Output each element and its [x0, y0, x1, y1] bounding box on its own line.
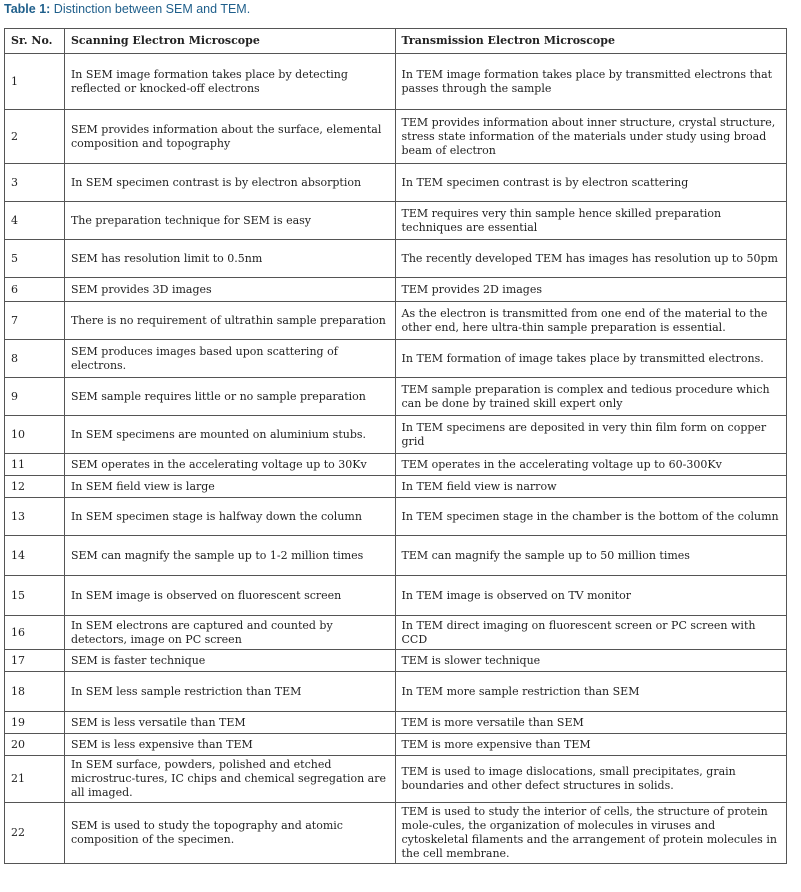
- cell-tem: TEM can magnify the sample up to 50 million times: [395, 536, 786, 576]
- table-row: [5, 416, 787, 454]
- table-row: [5, 756, 787, 803]
- cell-sem: The preparation technique for SEM is easy: [64, 202, 395, 240]
- cell-sr-no: 12: [5, 476, 65, 498]
- cell-sem: In SEM less sample restriction than TEM: [64, 672, 395, 712]
- cell-sr-no: 18: [5, 672, 65, 712]
- table-row: [5, 498, 787, 536]
- cell-tem: TEM is used to study the interior of cells, the structure of protein mole-cules, the organization of molecules in viruses and cytoskeletal filaments and the arrangement of protein molecules in the cell membrane.: [395, 803, 786, 864]
- cell-tem: In TEM field view is narrow: [395, 476, 786, 498]
- cell-sem: SEM produces images based upon scattering of electrons.: [64, 340, 395, 378]
- cell-sem: SEM provides 3D images: [64, 278, 395, 302]
- cell-sr-no: 6: [5, 278, 65, 302]
- cell-tem: TEM provides information about inner structure, crystal structure, stress state information of the materials under study using broad beam of electron: [395, 110, 786, 164]
- cell-sem: SEM is faster technique: [64, 650, 395, 672]
- cell-sem: In SEM electrons are captured and counted by detectors, image on PC screen: [64, 616, 395, 650]
- table-row: [5, 476, 787, 498]
- table-row: [5, 202, 787, 240]
- table-row: [5, 302, 787, 340]
- cell-tem: TEM is more versatile than SEM: [395, 712, 786, 734]
- table-row: [5, 110, 787, 164]
- cell-sr-no: 13: [5, 498, 65, 536]
- cell-tem: In TEM formation of image takes place by transmitted electrons.: [395, 340, 786, 378]
- cell-sem: SEM can magnify the sample up to 1-2 million times: [64, 536, 395, 576]
- cell-sr-no: 15: [5, 576, 65, 616]
- table-row: [5, 576, 787, 616]
- table-row: [5, 734, 787, 756]
- table-row: [5, 616, 787, 650]
- cell-sr-no: 14: [5, 536, 65, 576]
- table-row: [5, 164, 787, 202]
- table-row: [5, 240, 787, 278]
- header-sr-no: Sr. No.: [5, 29, 65, 54]
- table-row: [5, 378, 787, 416]
- cell-tem: In TEM more sample restriction than SEM: [395, 672, 786, 712]
- cell-sr-no: 9: [5, 378, 65, 416]
- cell-sr-no: 21: [5, 756, 65, 803]
- cell-sr-no: 22: [5, 803, 65, 864]
- cell-tem: In TEM specimen stage in the chamber is the bottom of the column: [395, 498, 786, 536]
- cell-sr-no: 8: [5, 340, 65, 378]
- comparison-table: [4, 28, 787, 864]
- cell-tem: TEM is more expensive than TEM: [395, 734, 786, 756]
- cell-sem: SEM is used to study the topography and atomic composition of the specimen.: [64, 803, 395, 864]
- cell-sr-no: 2: [5, 110, 65, 164]
- table-row: [5, 803, 787, 864]
- table-row: [5, 712, 787, 734]
- cell-tem: In TEM specimen contrast is by electron scattering: [395, 164, 786, 202]
- table-caption: [4, 2, 250, 16]
- cell-sr-no: 20: [5, 734, 65, 756]
- cell-sr-no: 4: [5, 202, 65, 240]
- cell-sem: In SEM specimen stage is halfway down the column: [64, 498, 395, 536]
- cell-sem: SEM sample requires little or no sample preparation: [64, 378, 395, 416]
- table-row: [5, 536, 787, 576]
- cell-sem: SEM provides information about the surface, elemental composition and topography: [64, 110, 395, 164]
- cell-tem: TEM provides 2D images: [395, 278, 786, 302]
- cell-tem: In TEM image is observed on TV monitor: [395, 576, 786, 616]
- cell-sem: SEM is less expensive than TEM: [64, 734, 395, 756]
- cell-tem: As the electron is transmitted from one end of the material to the other end, here ultra-thin sample preparation is essential.: [395, 302, 786, 340]
- cell-sr-no: 17: [5, 650, 65, 672]
- cell-tem: In TEM direct imaging on fluorescent screen or PC screen with CCD: [395, 616, 786, 650]
- table-row: [5, 650, 787, 672]
- cell-tem: In TEM image formation takes place by transmitted electrons that passes through the sample: [395, 54, 786, 110]
- cell-sem: In SEM image is observed on fluorescent screen: [64, 576, 395, 616]
- cell-tem: The recently developed TEM has images has resolution up to 50pm: [395, 240, 786, 278]
- table-row: [5, 278, 787, 302]
- cell-sr-no: 16: [5, 616, 65, 650]
- table-row: [5, 672, 787, 712]
- cell-sr-no: 1: [5, 54, 65, 110]
- cell-tem: TEM is used to image dislocations, small precipitates, grain boundaries and other defect structures in solids.: [395, 756, 786, 803]
- header-tem: Transmission Electron Microscope: [395, 29, 786, 54]
- cell-sem: In SEM specimen contrast is by electron absorption: [64, 164, 395, 202]
- cell-sem: SEM has resolution limit to 0.5nm: [64, 240, 395, 278]
- cell-sem: SEM operates in the accelerating voltage up to 30Kv: [64, 454, 395, 476]
- cell-sem: There is no requirement of ultrathin sample preparation: [64, 302, 395, 340]
- header-row: [5, 29, 787, 54]
- table-row: [5, 454, 787, 476]
- cell-sr-no: 10: [5, 416, 65, 454]
- cell-sem: In SEM specimens are mounted on aluminium stubs.: [64, 416, 395, 454]
- caption-text: Distinction between SEM and TEM.: [53, 2, 251, 16]
- caption-label: Table 1:: [4, 2, 51, 16]
- cell-sr-no: 3: [5, 164, 65, 202]
- cell-sem: In SEM surface, powders, polished and etched microstruc-tures, IC chips and chemical segregation are all imaged.: [64, 756, 395, 803]
- table-body: [5, 54, 787, 864]
- cell-tem: TEM sample preparation is complex and tedious procedure which can be done by trained skill expert only: [395, 378, 786, 416]
- cell-tem: In TEM specimens are deposited in very thin film form on copper grid: [395, 416, 786, 454]
- cell-sr-no: 11: [5, 454, 65, 476]
- cell-tem: TEM is slower technique: [395, 650, 786, 672]
- cell-sr-no: 19: [5, 712, 65, 734]
- cell-sem: In SEM image formation takes place by detecting reflected or knocked-off electrons: [64, 54, 395, 110]
- cell-tem: TEM operates in the accelerating voltage up to 60-300Kv: [395, 454, 786, 476]
- cell-sr-no: 5: [5, 240, 65, 278]
- table-row: [5, 54, 787, 110]
- cell-tem: TEM requires very thin sample hence skilled preparation techniques are essential: [395, 202, 786, 240]
- cell-sem: SEM is less versatile than TEM: [64, 712, 395, 734]
- table-row: [5, 340, 787, 378]
- cell-sr-no: 7: [5, 302, 65, 340]
- header-sem: Scanning Electron Microscope: [64, 29, 395, 54]
- cell-sem: In SEM field view is large: [64, 476, 395, 498]
